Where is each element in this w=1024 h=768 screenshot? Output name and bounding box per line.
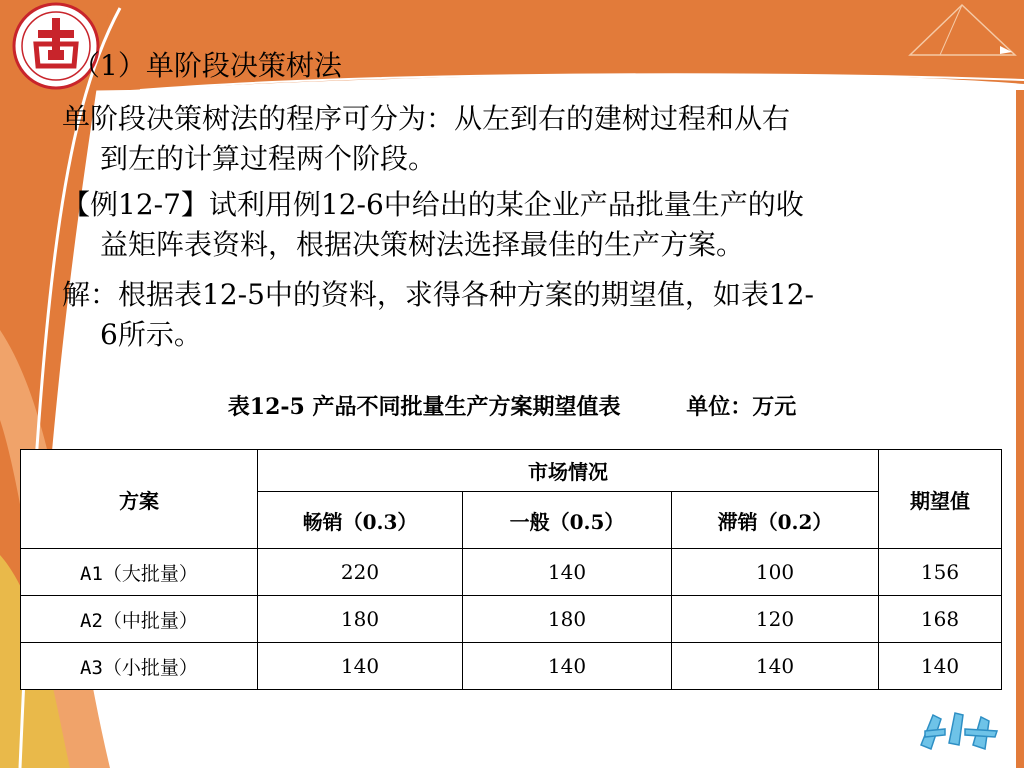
row-value: 180 — [463, 596, 672, 643]
row-plan: A2（中批量） — [21, 596, 258, 643]
paragraph-line: 【例12-7】试利用例12-6中给出的某企业产品批量生产的收 — [62, 188, 804, 221]
paragraph-line: 益矩阵表资料，根据决策树法选择最佳的生产方案。 — [100, 228, 745, 261]
table-title-text: 表12-5 产品不同批量生产方案期望值表 — [227, 394, 621, 420]
triangle-decoration — [900, 0, 1024, 70]
table-title — [0, 390, 1024, 421]
paragraph-procedure — [62, 99, 962, 179]
row-expected: 168 — [879, 596, 1002, 643]
table-row — [21, 596, 1002, 643]
paragraph-line: 到左的计算过程两个阶段。 — [100, 142, 437, 175]
row-value: 140 — [463, 549, 672, 596]
row-value: 140 — [463, 643, 672, 690]
paragraph-line: 单阶段决策树法的程序可分为：从左到右的建树过程和从右 — [62, 102, 791, 135]
row-value: 220 — [258, 549, 463, 596]
expected-value-table — [20, 449, 1002, 690]
paragraph-line: 6所示。 — [100, 318, 202, 351]
row-value: 180 — [258, 596, 463, 643]
header-expected: 期望值 — [879, 450, 1002, 549]
paragraph-solution — [62, 275, 962, 355]
table-row — [21, 549, 1002, 596]
row-value: 140 — [672, 643, 879, 690]
row-plan: A1（大批量） — [21, 549, 258, 596]
header-plan: 方案 — [21, 450, 258, 549]
section-heading: （1）单阶段决策树法 — [72, 49, 342, 82]
header-col-normal: 一般（0.5） — [463, 492, 672, 549]
row-value: 140 — [258, 643, 463, 690]
row-plan: A3（小批量） — [21, 643, 258, 690]
table-row — [21, 643, 1002, 690]
paragraph-line: 解：根据表12-5中的资料，求得各种方案的期望值，如表12- — [62, 278, 814, 311]
row-value: 100 — [672, 549, 879, 596]
row-value: 120 — [672, 596, 879, 643]
header-market: 市场情况 — [258, 450, 879, 492]
stamp-icon — [915, 705, 1007, 755]
paragraph-example — [62, 185, 962, 265]
table-unit: 单位：万元 — [686, 394, 797, 420]
row-expected: 140 — [879, 643, 1002, 690]
header-col-hot: 畅销（0.3） — [258, 492, 463, 549]
header-col-slow: 滞销（0.2） — [672, 492, 879, 549]
row-expected: 156 — [879, 549, 1002, 596]
